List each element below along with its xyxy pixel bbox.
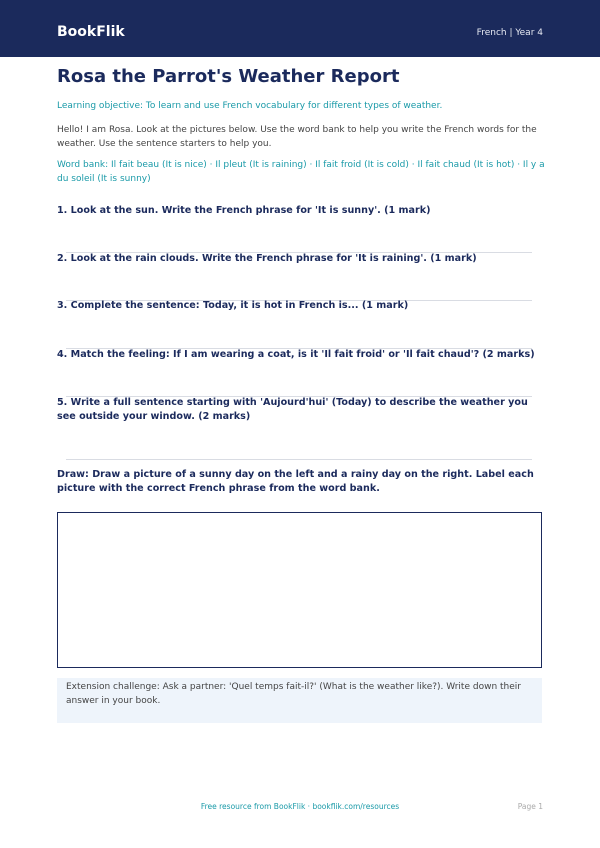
header-bar — [0, 0, 600, 57]
question-3: 3. Complete the sentence: Today, it is hot in French is... (1 mark) — [57, 300, 409, 311]
draw-prompt: Draw: Draw a picture of a sunny day on the left and a rainy day on the right. Label each picture with the correct French phrase from the word bank. — [57, 469, 534, 494]
drawing-area[interactable] — [57, 512, 542, 668]
word-bank: Word bank: Il fait beau (It is nice) · Il pleut (It is raining) · Il fait froid (It is cold) · Il fait chaud (It is hot) · Il y a du soleil (It is sunny) — [57, 160, 545, 184]
question-5: 5. Write a full sentence starting with 'Aujourd'hui' (Today) to describe the weather you see outside your window. (2 marks) — [57, 397, 528, 422]
question-1: 1. Look at the sun. Write the French phrase for 'It is sunny'. (1 mark) — [57, 205, 431, 216]
intro-text: Hello! I am Rosa. Look at the pictures below. Use the word bank to help you write the French words for the weather. Use the sentence starters to help you. — [57, 125, 537, 149]
learning-objective: Learning objective: To learn and use French vocabulary for different types of weather. — [57, 101, 443, 111]
question-4: 4. Match the feeling: If I am wearing a coat, is it 'Il fait froid' or 'Il fait chaud'? (2 marks) — [57, 349, 535, 360]
worksheet-title: Rosa the Parrot's Weather Report — [57, 66, 400, 87]
footer-credit: Free resource from BookFlik · bookflik.com/resources — [200, 802, 400, 811]
page-number: Page 1 — [517, 802, 543, 811]
answer-line-5[interactable] — [66, 459, 532, 460]
question-2: 2. Look at the rain clouds. Write the French phrase for 'It is raining'. (1 mark) — [57, 253, 477, 264]
subject-year-label: French | Year 4 — [476, 28, 543, 38]
extension-text: Extension challenge: Ask a partner: 'Quel temps fait-il?' (What is the weather like?). Write down their answer in your book. — [66, 682, 521, 706]
brand-logo-text: BookFlik — [57, 24, 125, 40]
extension-challenge — [57, 678, 542, 723]
